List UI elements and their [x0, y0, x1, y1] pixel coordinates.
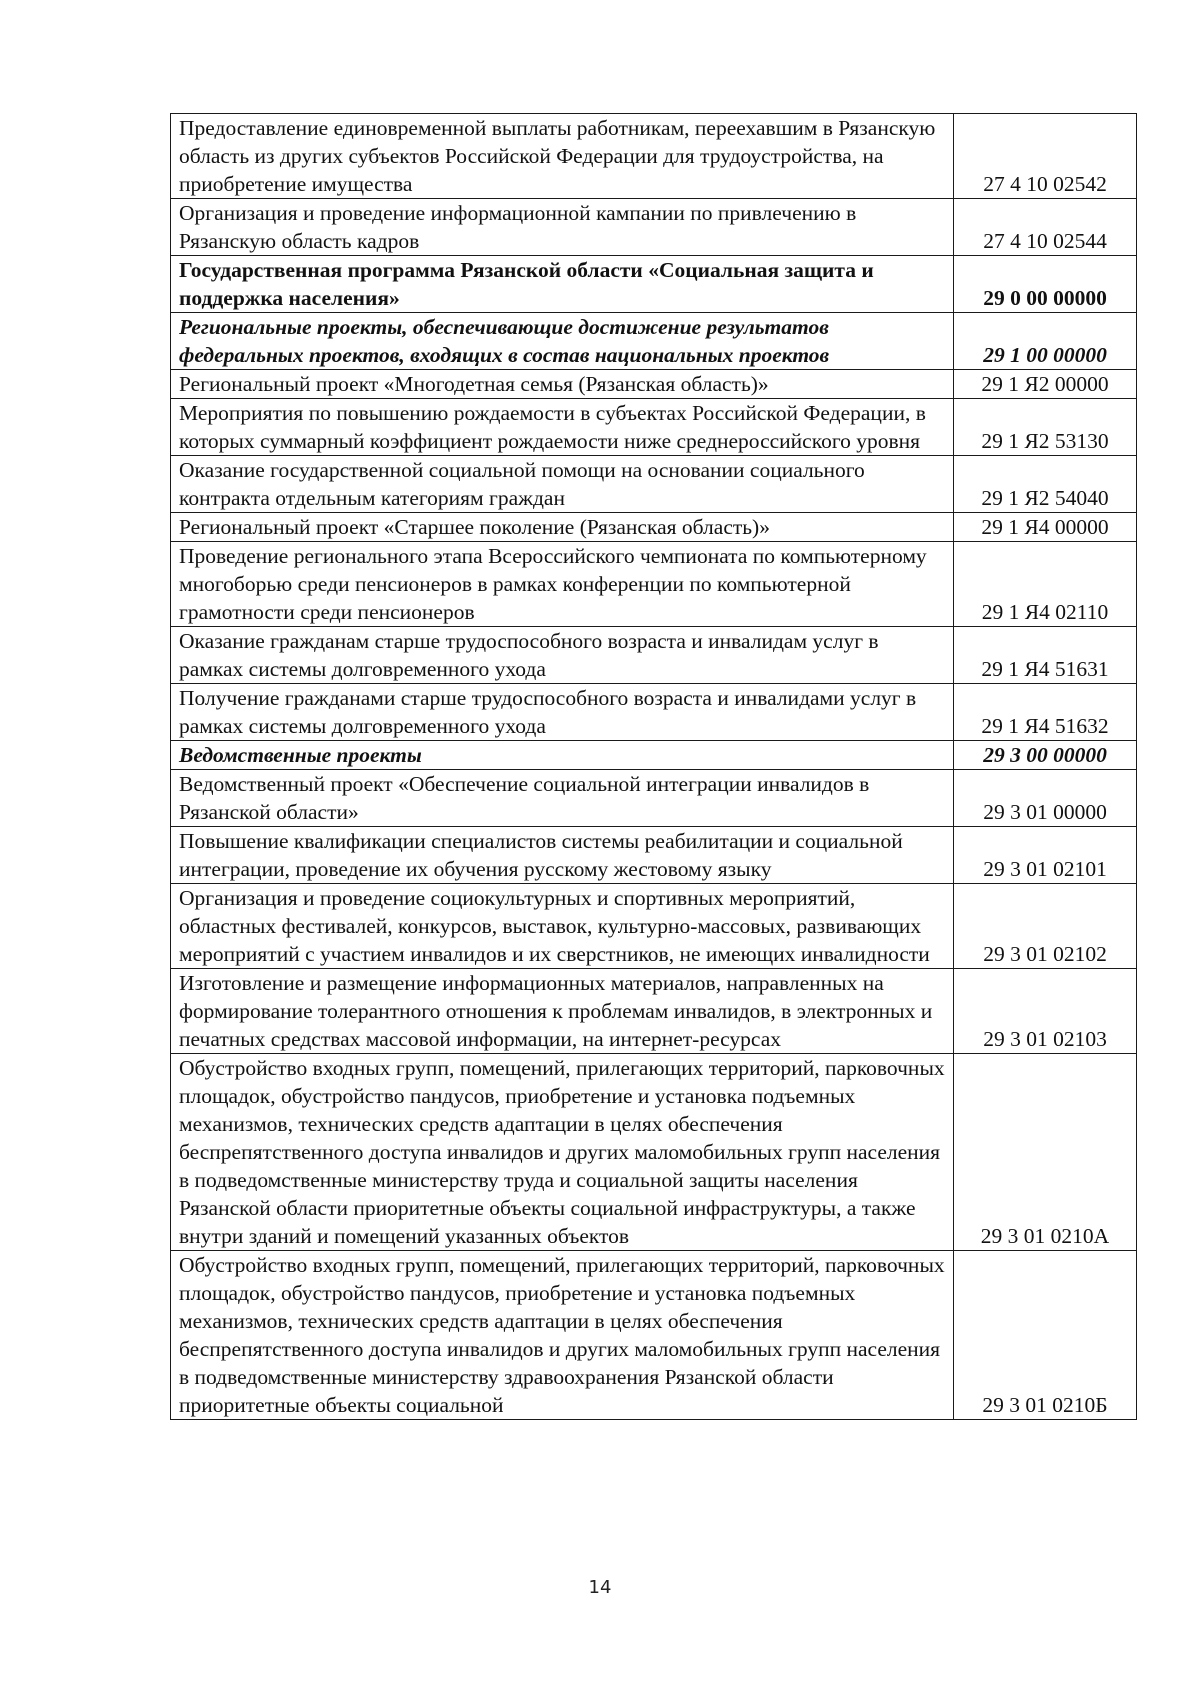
row-code: 27 4 10 02542: [954, 114, 1137, 199]
table-row: [171, 741, 1137, 770]
table-row: [171, 114, 1137, 199]
row-description: Региональные проекты, обеспечивающие достижение результатов федеральных проектов, входящих в состав национальных проектов: [171, 313, 954, 370]
table-row: [171, 770, 1137, 827]
table-row: [171, 313, 1137, 370]
row-code: 29 1 Я4 00000: [954, 513, 1137, 542]
table-row: [171, 1054, 1137, 1251]
row-description: Оказание государственной социальной помощи на основании социального контракта отдельным категориям граждан: [171, 456, 954, 513]
row-code: 29 1 Я2 00000: [954, 370, 1137, 399]
row-code: 29 3 01 02101: [954, 827, 1137, 884]
row-code: 29 3 01 02102: [954, 884, 1137, 969]
table-row: [171, 542, 1137, 627]
row-description: Оказание гражданам старше трудоспособного возраста и инвалидам услуг в рамках системы долговременного ухода: [171, 627, 954, 684]
row-code: 29 1 00 00000: [954, 313, 1137, 370]
row-description: Получение гражданами старше трудоспособного возраста и инвалидами услуг в рамках системы долговременного ухода: [171, 684, 954, 741]
table-row: [171, 827, 1137, 884]
row-description: Организация и проведение информационной кампании по привлечению в Рязанскую область кадров: [171, 199, 954, 256]
table-body: [171, 114, 1137, 1420]
table-row: [171, 456, 1137, 513]
row-description: Региональный проект «Многодетная семья (Рязанская область)»: [171, 370, 954, 399]
row-code: 29 3 01 00000: [954, 770, 1137, 827]
table-row: [171, 627, 1137, 684]
row-code: 29 3 01 0210Б: [954, 1251, 1137, 1420]
row-code: 29 1 Я4 51631: [954, 627, 1137, 684]
row-code: 29 1 Я4 51632: [954, 684, 1137, 741]
table-row: [171, 884, 1137, 969]
row-code: 27 4 10 02544: [954, 199, 1137, 256]
row-description: Предоставление единовременной выплаты работникам, переехавшим в Рязанскую область из других субъектов Российской Федерации для трудоустройства, на приобретение имущества: [171, 114, 954, 199]
row-description: Региональный проект «Старшее поколение (Рязанская область)»: [171, 513, 954, 542]
row-description: Организация и проведение социокультурных и спортивных мероприятий, областных фестивалей, конкурсов, выставок, культурно-массовых, развивающих мероприятий с участием инвалидов и их сверстников, не имеющих инвалидности: [171, 884, 954, 969]
row-description: Мероприятия по повышению рождаемости в субъектах Российской Федерации, в которых суммарный коэффициент рождаемости ниже среднероссийского уровня: [171, 399, 954, 456]
table-row: [171, 1251, 1137, 1420]
table-row: [171, 684, 1137, 741]
row-description: Изготовление и размещение информационных материалов, направленных на формирование толерантного отношения к проблемам инвалидов, в электронных и печатных средствах массовой информации, на интернет-ресурсах: [171, 969, 954, 1054]
table-row: [171, 513, 1137, 542]
row-code: 29 3 00 00000: [954, 741, 1137, 770]
row-description: Государственная программа Рязанской области «Социальная защита и поддержка населения»: [171, 256, 954, 313]
row-code: 29 1 Я2 54040: [954, 456, 1137, 513]
table-row: [171, 969, 1137, 1054]
row-code: 29 1 Я2 53130: [954, 399, 1137, 456]
page-number: 14: [588, 1577, 612, 1598]
budget-classification-table: [170, 113, 1137, 1420]
row-description: Проведение регионального этапа Всероссийского чемпионата по компьютерному многоборью среди пенсионеров в рамках конференции по компьютерной грамотности среди пенсионеров: [171, 542, 954, 627]
table-row: [171, 399, 1137, 456]
row-code: 29 3 01 0210А: [954, 1054, 1137, 1251]
row-description: Обустройство входных групп, помещений, прилегающих территорий, парковочных площадок, обустройство пандусов, приобретение и установка подъемных механизмов, технических средств адаптации в целях обеспечения беспрепятственного доступа инвалидов и других маломобильных групп населения в подведомственные министерству труда и социальной защиты населения Рязанской области приоритетные объекты социальной инфраструктуры, а также внутри зданий и помещений указанных объектов: [171, 1054, 954, 1251]
row-code: 29 1 Я4 02110: [954, 542, 1137, 627]
row-description: Ведомственный проект «Обеспечение социальной интеграции инвалидов в Рязанской области»: [171, 770, 954, 827]
row-description: Ведомственные проекты: [171, 741, 954, 770]
row-code: 29 0 00 00000: [954, 256, 1137, 313]
row-code: 29 3 01 02103: [954, 969, 1137, 1054]
table-row: [171, 370, 1137, 399]
table-row: [171, 199, 1137, 256]
row-description: Повышение квалификации специалистов системы реабилитации и социальной интеграции, проведение их обучения русскому жестовому языку: [171, 827, 954, 884]
table-row: [171, 256, 1137, 313]
row-description: Обустройство входных групп, помещений, прилегающих территорий, парковочных площадок, обустройство пандусов, приобретение и установка подъемных механизмов, технических средств адаптации в целях обеспечения беспрепятственного доступа инвалидов и других маломобильных групп населения в подведомственные министерству здравоохранения Рязанской области приоритетные объекты социальной: [171, 1251, 954, 1420]
